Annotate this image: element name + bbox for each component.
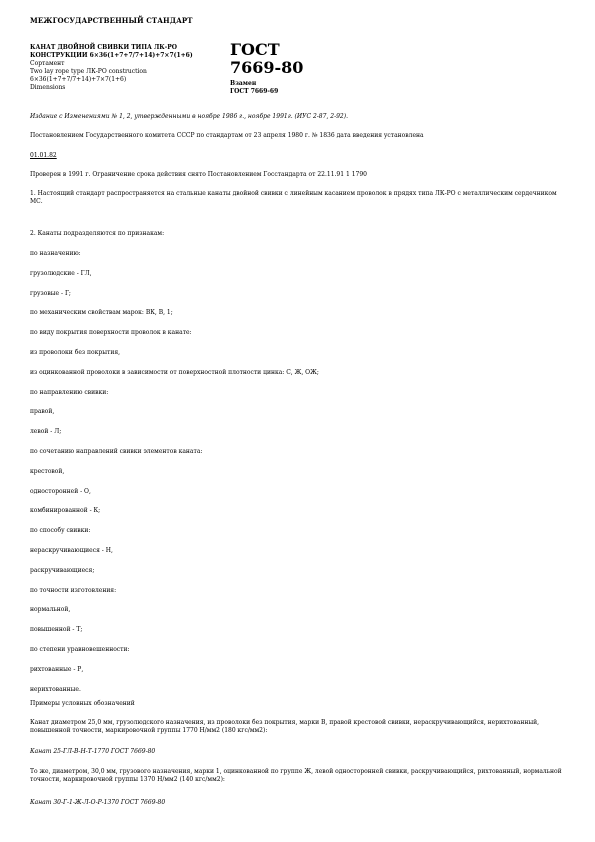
decree-text: Постановлением Государственного комитета СССР по стандартам от 23 апреля 1980 г. № 1836 дата введения установлена bbox=[30, 132, 424, 139]
title-ru-line-1: КАНАТ ДВОЙНОЙ СВИВКИ ТИПА ЛК-РО bbox=[30, 44, 177, 51]
clause-2: 2. Канаты подразделяются по признакам: bbox=[30, 230, 165, 237]
list-item: нераскручивающиеся - Н, bbox=[30, 547, 113, 554]
list-item: по степени уравновешенности: bbox=[30, 646, 130, 653]
list-item: нерихтованные. bbox=[30, 685, 81, 693]
list-item: односторонней - О, bbox=[30, 487, 91, 495]
list-item: рихтованные - Р, bbox=[30, 665, 84, 673]
example-1-code: Канат 25-ГЛ-В-Н-Т-1770 ГОСТ 7669-80 bbox=[30, 748, 156, 755]
gost-label: ГОСТ bbox=[230, 40, 280, 59]
list-item: правой, bbox=[30, 408, 55, 416]
gost-number: 7669-80 bbox=[230, 58, 304, 77]
list-item: по виду покрытия поверхности проволок в канате: bbox=[30, 329, 192, 337]
list-item: по сочетанию направлений свивки элементов каната: bbox=[30, 448, 203, 455]
title-en-line-1: Two lay rope type ЛК-РО construction bbox=[30, 68, 147, 75]
edition-note: Издание с Изменениями № 1, 2, утвержденными в ноябре 1986 г., ноябре 1991г. (ИУС 2-87, 2-92). bbox=[30, 113, 348, 120]
list-item: по назначению: bbox=[30, 250, 81, 257]
list-item: из проволоки без покрытия, bbox=[30, 349, 121, 356]
list-item: по механическим свойствам марок: ВК, В, 1; bbox=[30, 309, 173, 317]
title-block bbox=[30, 44, 230, 92]
list-item: повышенной - Т; bbox=[30, 626, 83, 634]
list-item: грузолюдские - ГЛ, bbox=[30, 269, 92, 277]
list-item: левой - Л; bbox=[30, 428, 62, 436]
list-item: крестовой, bbox=[30, 467, 65, 475]
example-2-text: То же, диаметром, 30,0 мм, грузового назначения, марки 1, оцинкованной по группе Ж, левой односторонней свивки, раскручивающийся, рихтованный, нормальной точности, маркировочной группы 1370 Н/мм2 (140 кгс/мм2): bbox=[30, 768, 562, 783]
title-ru-line-2: КОНСТРУКЦИИ 6×36(1+7+7/7+14)+7×7(1+6) bbox=[30, 52, 193, 59]
replace-value: ГОСТ 7669-69 bbox=[230, 88, 279, 95]
list-item: из оцинкованной проволоки в зависимости от поверхностной плотности цинка: С, Ж, ОЖ; bbox=[30, 368, 319, 376]
title-en-line-3: Dimensions bbox=[30, 84, 66, 91]
checked-note: Проверен в 1991 г. Ограничение срока действия снято Постановлением Госстандарта от 22.11.91 1 1790 bbox=[30, 171, 367, 178]
list-item: нормальной, bbox=[30, 606, 71, 614]
list-item: комбинированной - К; bbox=[30, 507, 101, 515]
list-item: грузовые - Г; bbox=[30, 289, 71, 297]
intro-date: 01.01.82 bbox=[30, 152, 57, 159]
list-item: раскручивающиеся; bbox=[30, 566, 95, 574]
replace-label: Взамен bbox=[230, 80, 257, 87]
title-ru-line-3: Сортамент bbox=[30, 60, 65, 67]
examples-title: Примеры условных обозначений bbox=[30, 700, 135, 707]
list-item: по точности изготовления: bbox=[30, 586, 117, 594]
example-1-text: Канат диаметром 25,0 мм, грузолюдского назначения, из проволоки без покрытия, марки В, правой крестовой свивки, нераскручивающийся, нерихтованный, повышенной точности, маркировочной группы 1770 Н/мм2 (180 кгс/мм2): bbox=[30, 719, 540, 734]
clause-1: 1. Настоящий стандарт распространяется на стальные канаты двойной свивки с линейным касанием проволок в прядях типа ЛК-РО с металлическим сердечником МС. bbox=[30, 190, 557, 205]
example-2-code: Канат 30-Г-1-Ж-Л-О-Р-1370 ГОСТ 7669-80 bbox=[30, 799, 166, 806]
list-item: по способу свивки: bbox=[30, 527, 91, 535]
title-en-line-2: 6×36(1+7+7/7+14)+7×7(1+6) bbox=[30, 76, 127, 83]
gost-block bbox=[230, 41, 350, 96]
list-item: по направлению свивки: bbox=[30, 388, 109, 396]
standard-type: МЕЖГОСУДАРСТВЕННЫЙ СТАНДАРТ bbox=[30, 16, 193, 25]
